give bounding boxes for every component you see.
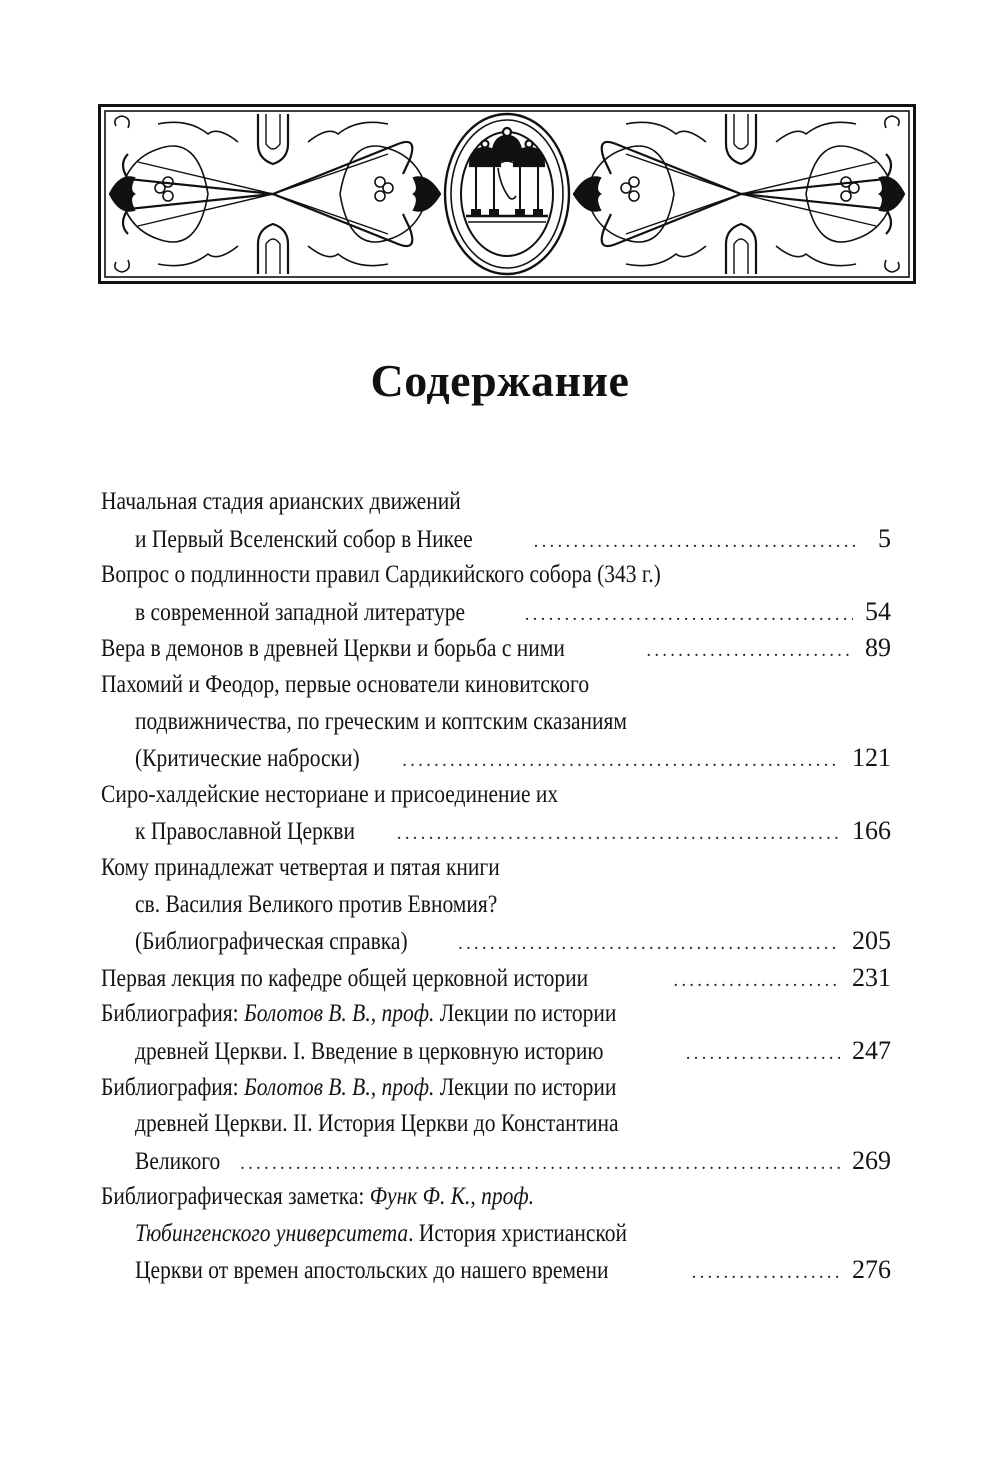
- dot-leader: [673, 963, 840, 1000]
- toc-entry-text: св. Василия Великого против Евномия?: [135, 890, 498, 918]
- page-number: 247: [852, 1035, 891, 1065]
- author-italic: Функ Ф. К., проф.: [369, 1183, 535, 1211]
- toc-entry-text: (Критические наброски): [135, 745, 360, 773]
- toc-entry-text: древней Церкви. II. История Церкви до Константина: [135, 1110, 619, 1138]
- page-number: 89: [865, 633, 891, 663]
- toc-entry-text: [135, 1216, 627, 1253]
- toc-entry-line: [101, 996, 891, 1033]
- text-regular: Библиография:: [101, 1073, 245, 1101]
- author-italic: Болотов В. В., проф.: [244, 1073, 435, 1101]
- dot-leader: [402, 743, 840, 780]
- dot-leader: [692, 1255, 840, 1292]
- toc-entry-text: Вопрос о подлинности правил Сардикийского собора (343 г.): [101, 561, 661, 589]
- toc-entry-line: [101, 704, 891, 741]
- toc-entry-line: [101, 1216, 891, 1253]
- toc-entry-text: Пахомий и Феодор, первые основатели киновитского: [101, 670, 590, 698]
- toc-entry-text: подвижничества, по греческим и коптским сказаниям: [135, 707, 628, 735]
- dot-leader: [534, 524, 859, 561]
- table-of-contents: [101, 484, 891, 1289]
- toc-entry-line: [101, 1179, 891, 1216]
- toc-entry-text: [101, 1179, 534, 1216]
- text-regular: Лекции по истории: [434, 1000, 617, 1028]
- text-regular: Библиографическая заметка:: [101, 1183, 370, 1211]
- toc-entry-text: к Православной Церкви: [135, 818, 355, 846]
- page-title: Содержание: [370, 355, 630, 406]
- toc-entry-text: Церкви от времен апостольских до нашего времени: [135, 1257, 609, 1285]
- toc-entry-line: [101, 887, 891, 924]
- toc-entry-text: Начальная стадия арианских движений: [101, 488, 461, 515]
- toc-entry-text: (Библиографическая справка): [135, 928, 408, 956]
- dot-leader: [240, 1146, 840, 1183]
- toc-entry-text: Вера в демонов в древней Церкви и борьба с ними: [101, 635, 565, 663]
- toc-entry-line: [101, 850, 891, 887]
- toc-entry-line: [101, 777, 891, 814]
- page-number: 5: [878, 523, 891, 553]
- dot-leader: [525, 597, 853, 634]
- toc-entry-link[interactable]: [101, 923, 891, 960]
- page-number: 276: [852, 1255, 891, 1285]
- toc-entry-text: Кому принадлежат четвертая и пятая книги: [101, 853, 500, 881]
- page-number: 54: [865, 596, 891, 626]
- toc-entry-text: Великого: [135, 1147, 221, 1175]
- toc-entry-text: и Первый Вселенский собор в Никее: [135, 525, 473, 553]
- toc-entry-line: [101, 557, 891, 594]
- toc-entry-link[interactable]: [101, 1252, 891, 1289]
- page-number: 231: [852, 962, 891, 992]
- page-number: 121: [852, 743, 891, 773]
- dot-leader: [397, 816, 840, 853]
- dot-leader: [458, 926, 840, 963]
- page-number: 166: [852, 816, 891, 846]
- ornament-band-icon: [98, 104, 916, 284]
- toc-entry-text: [101, 1070, 616, 1107]
- toc-entry-link[interactable]: [101, 594, 891, 631]
- page-number: 205: [852, 926, 891, 956]
- toc-entry-text: древней Церкви. I. Введение в церковную историю: [135, 1037, 604, 1065]
- author-italic: Болотов В. В., проф.: [244, 1000, 435, 1028]
- toc-entry-link[interactable]: [101, 1143, 891, 1180]
- toc-entry-text: Сиро-халдейские несториане и присоединение их: [101, 780, 559, 808]
- toc-entry-link[interactable]: [101, 813, 891, 850]
- toc-entry-link[interactable]: [101, 1033, 891, 1070]
- toc-entry-link[interactable]: [101, 521, 891, 558]
- toc-entry-line: [101, 1070, 891, 1107]
- toc-entry-link[interactable]: [101, 960, 891, 997]
- header-ornament: [98, 104, 916, 284]
- page-number: 269: [852, 1145, 891, 1175]
- dot-leader: [646, 633, 853, 670]
- text-regular: . История христианской: [408, 1219, 627, 1247]
- canopy-medallion: [445, 114, 569, 274]
- toc-entry-link[interactable]: [101, 740, 891, 777]
- affiliation-italic: Тюбингенского университета: [135, 1219, 409, 1247]
- text-regular: Лекции по истории: [434, 1073, 617, 1101]
- toc-entry-line: [101, 667, 891, 704]
- dot-leader: [686, 1036, 840, 1073]
- toc-entry-text: в современной западной литературе: [135, 598, 465, 626]
- toc-entry-line: [101, 484, 891, 521]
- text-regular: Библиография:: [101, 1000, 245, 1028]
- toc-entry-line: [101, 1106, 891, 1143]
- toc-entry-text: Первая лекция по кафедре общей церковной истории: [101, 964, 589, 992]
- toc-entry-text: [101, 996, 616, 1033]
- toc-entry-link[interactable]: [101, 630, 891, 667]
